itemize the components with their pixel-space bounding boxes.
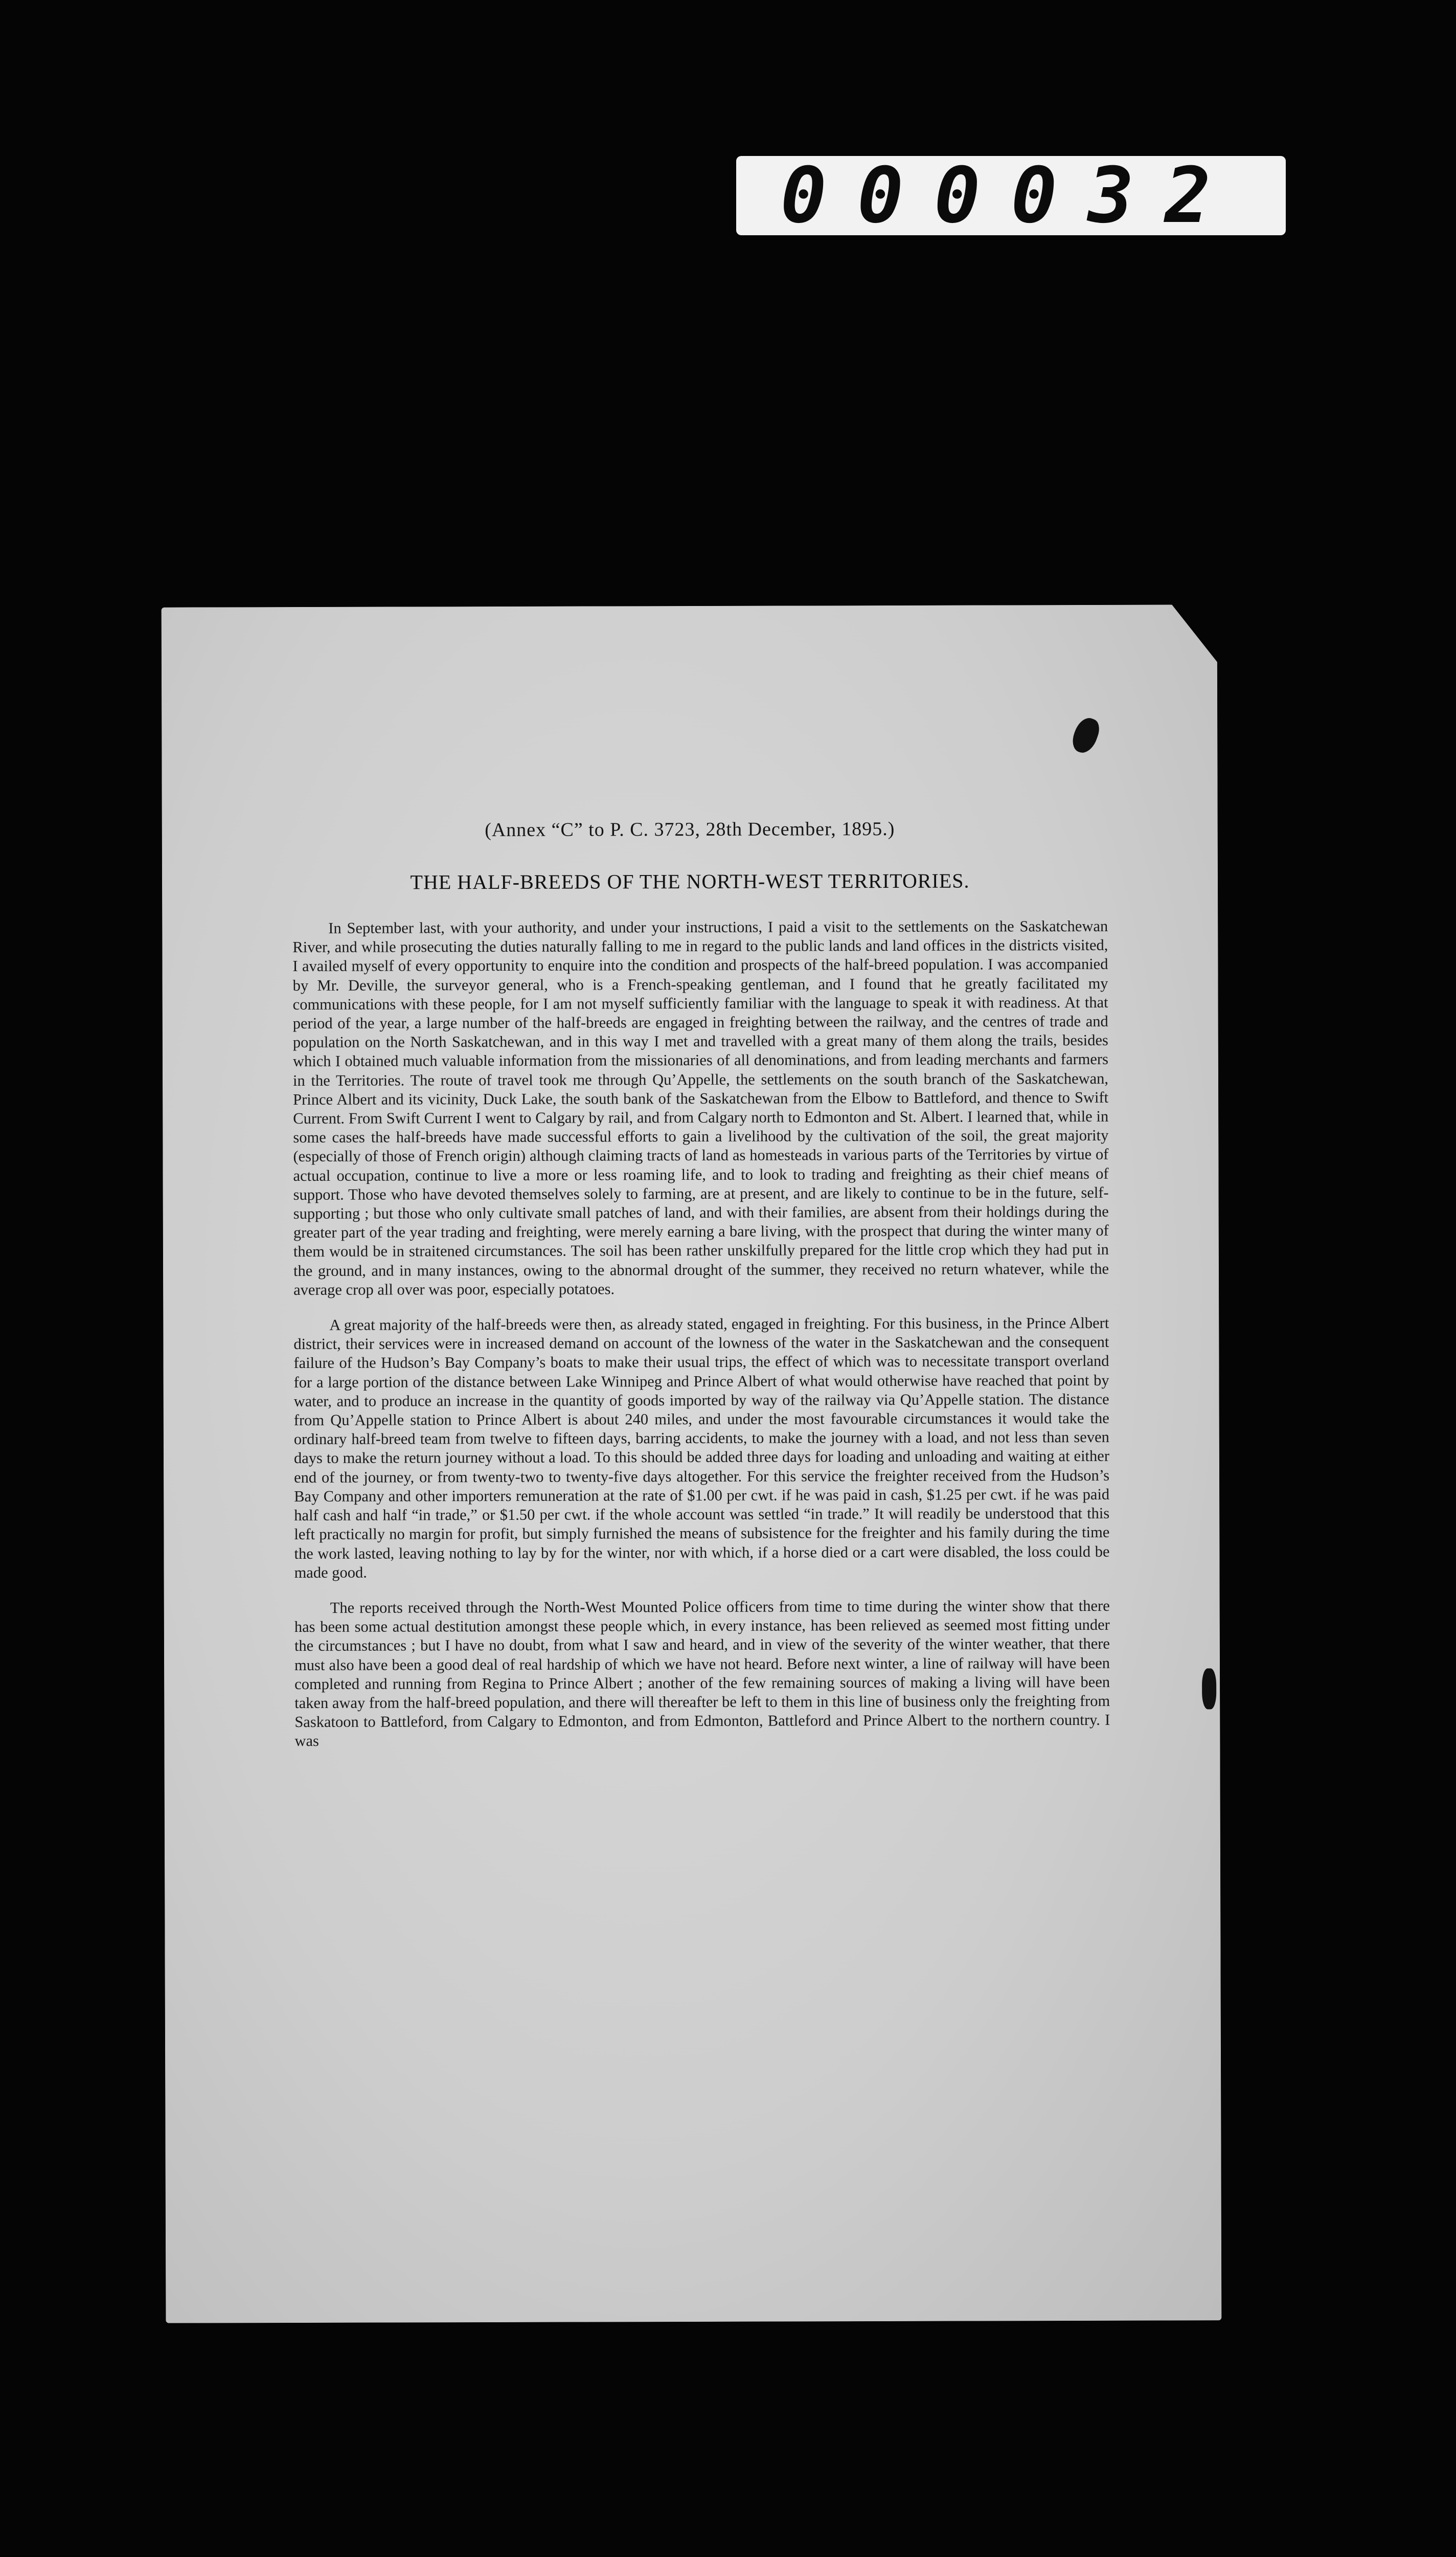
paragraph-2: A great majority of the half-breeds were then, as already stated, engaged in freighting. For this business, in the Prince Albert district, their services were in increased demand on account of the lowness of the water in the Saskatchewan and the consequent failure of the Hudson’s Bay Company’s boats to make their usual trips, the effect of which was to necessitate transport overland for a large portion of the distance between Lake Winnipeg and Prince Albert of what would otherwise have reached that point by water, and to produce an increase in the quantity of goods imported by way of the railway via Qu’Appelle station. The distance from Qu’Appelle station to Prince Albert is about 240 miles, and under the most favourable circumstances it would take the ordinary half-breed team from twelve to fifteen days, barring accidents, to make the journey with a load, and not less than seven days to make the return journey without a load. To this should be added three days for loading and unloading and waiting at either end of the journey, or from twenty-two to twenty-five days altogether. For this service the freighter received from the Hudson’s Bay Company and other importers remuneration at the rate of $1.00 per cwt. if he was paid in cash, $1.25 per cwt. if he was paid half cash and half “in trade,” or $1.50 per cwt. if the whole account was settled “in trade.” It will readily be understood that this left practically no margin for profit, but simply furnished the means of subsistence for the freighter and his family during the time the work lasted, leaving nothing to lay by for the winter, nor with which, if a horse died or a cart were disabled, the loss could be made good.: [293, 1314, 1110, 1581]
ink-blot: [1069, 714, 1103, 756]
folded-corner: [1166, 597, 1222, 668]
document-body: [292, 917, 1110, 1767]
annex-heading: (Annex “C” to P. C. 3723, 28th December, 1895.): [485, 818, 895, 841]
ink-blot-margin: [1202, 1668, 1216, 1709]
document-page: [162, 604, 1222, 2323]
paragraph-1: In September last, with your authority, and under your instructions, I paid a visit to the settlements on the Saskatchewan River, and while prosecuting the duties naturally falling to me in regard to the public lands and land offices in the districts visited, I availed myself of every opportunity to enquire into the condition and prospects of the half-breed population. I was accompanied by Mr. Deville, the surveyor general, who is a French-speaking gentleman, and I found that he greatly facilitated my communications with these people, for I am not myself sufficiently familiar with the language to speak it with readiness. At that period of the year, a large number of the half-breeds are engaged in freighting between the railway, and the centres of trade and population on the North Saskatchewan, and in this way I met and travelled with a great many of them along the trails, besides which I obtained much valuable information from the missionaries of all denominations, and from leading merchants and farmers in the Territories. The route of travel took me through Qu’Appelle, the settlements on the south branch of the Saskatchewan, Prince Albert and its vicinity, Duck Lake, the south bank of the Saskatchewan from the Elbow to Battleford, and thence to Swift Current. From Swift Current I went to Calgary by rail, and from Calgary north to Edmonton and St. Albert. I learned that, while in some cases the half-breeds have made successful efforts to gain a livelihood by the cultivation of the soil, the great majority (especially of those of French origin) although claiming tracts of land as homesteads in various parts of the Territories by virtue of actual occupation, continue to live a more or less roaming life, and to look to trading and freighting as their chief means of support. Those who have devoted themselves solely to farming, are at present, and are likely to continue to be in the future, self-supporting ; but those who only cultivate small patches of land, and with their families, are absent from their holdings during the greater part of the year trading and freighting, were merely earning a bare living, with the prospect that during the winter many of them would be in straitened circumstances. The soil has been rather unskilfully prepared for the little crop which they had put in the ground, and in many instances, owing to the abnormal drought of the summer, they received no return whatever, while the average crop all over was poor, especially potatoes.: [292, 917, 1109, 1298]
frame-number: 000032: [736, 156, 1286, 235]
document-title: THE HALF-BREEDS OF THE NORTH-WEST TERRITORIES.: [410, 869, 970, 894]
paragraph-3: The reports received through the North-West Mounted Police officers from time to time during the winter show that there has been some actual destitution amongst these people which, in every instance, has been relieved as seemed most fitting under the circumstances ; but I have no doubt, from what I saw and heard, and in view of the severity of the winter weather, that there must also have been a good deal of real hardship of which we have not heard. Before next winter, a line of railway will have been completed and running from Regina to Prince Albert ; another of the few remaining sources of making a living will have been taken away from the half-breed population, and there will thereafter be left to them in this line of business only the freighting from Saskatoon to Battleford, from Calgary to Edmonton, and from Edmonton, Battleford and Prince Albert to the northern country. I was: [294, 1597, 1110, 1750]
